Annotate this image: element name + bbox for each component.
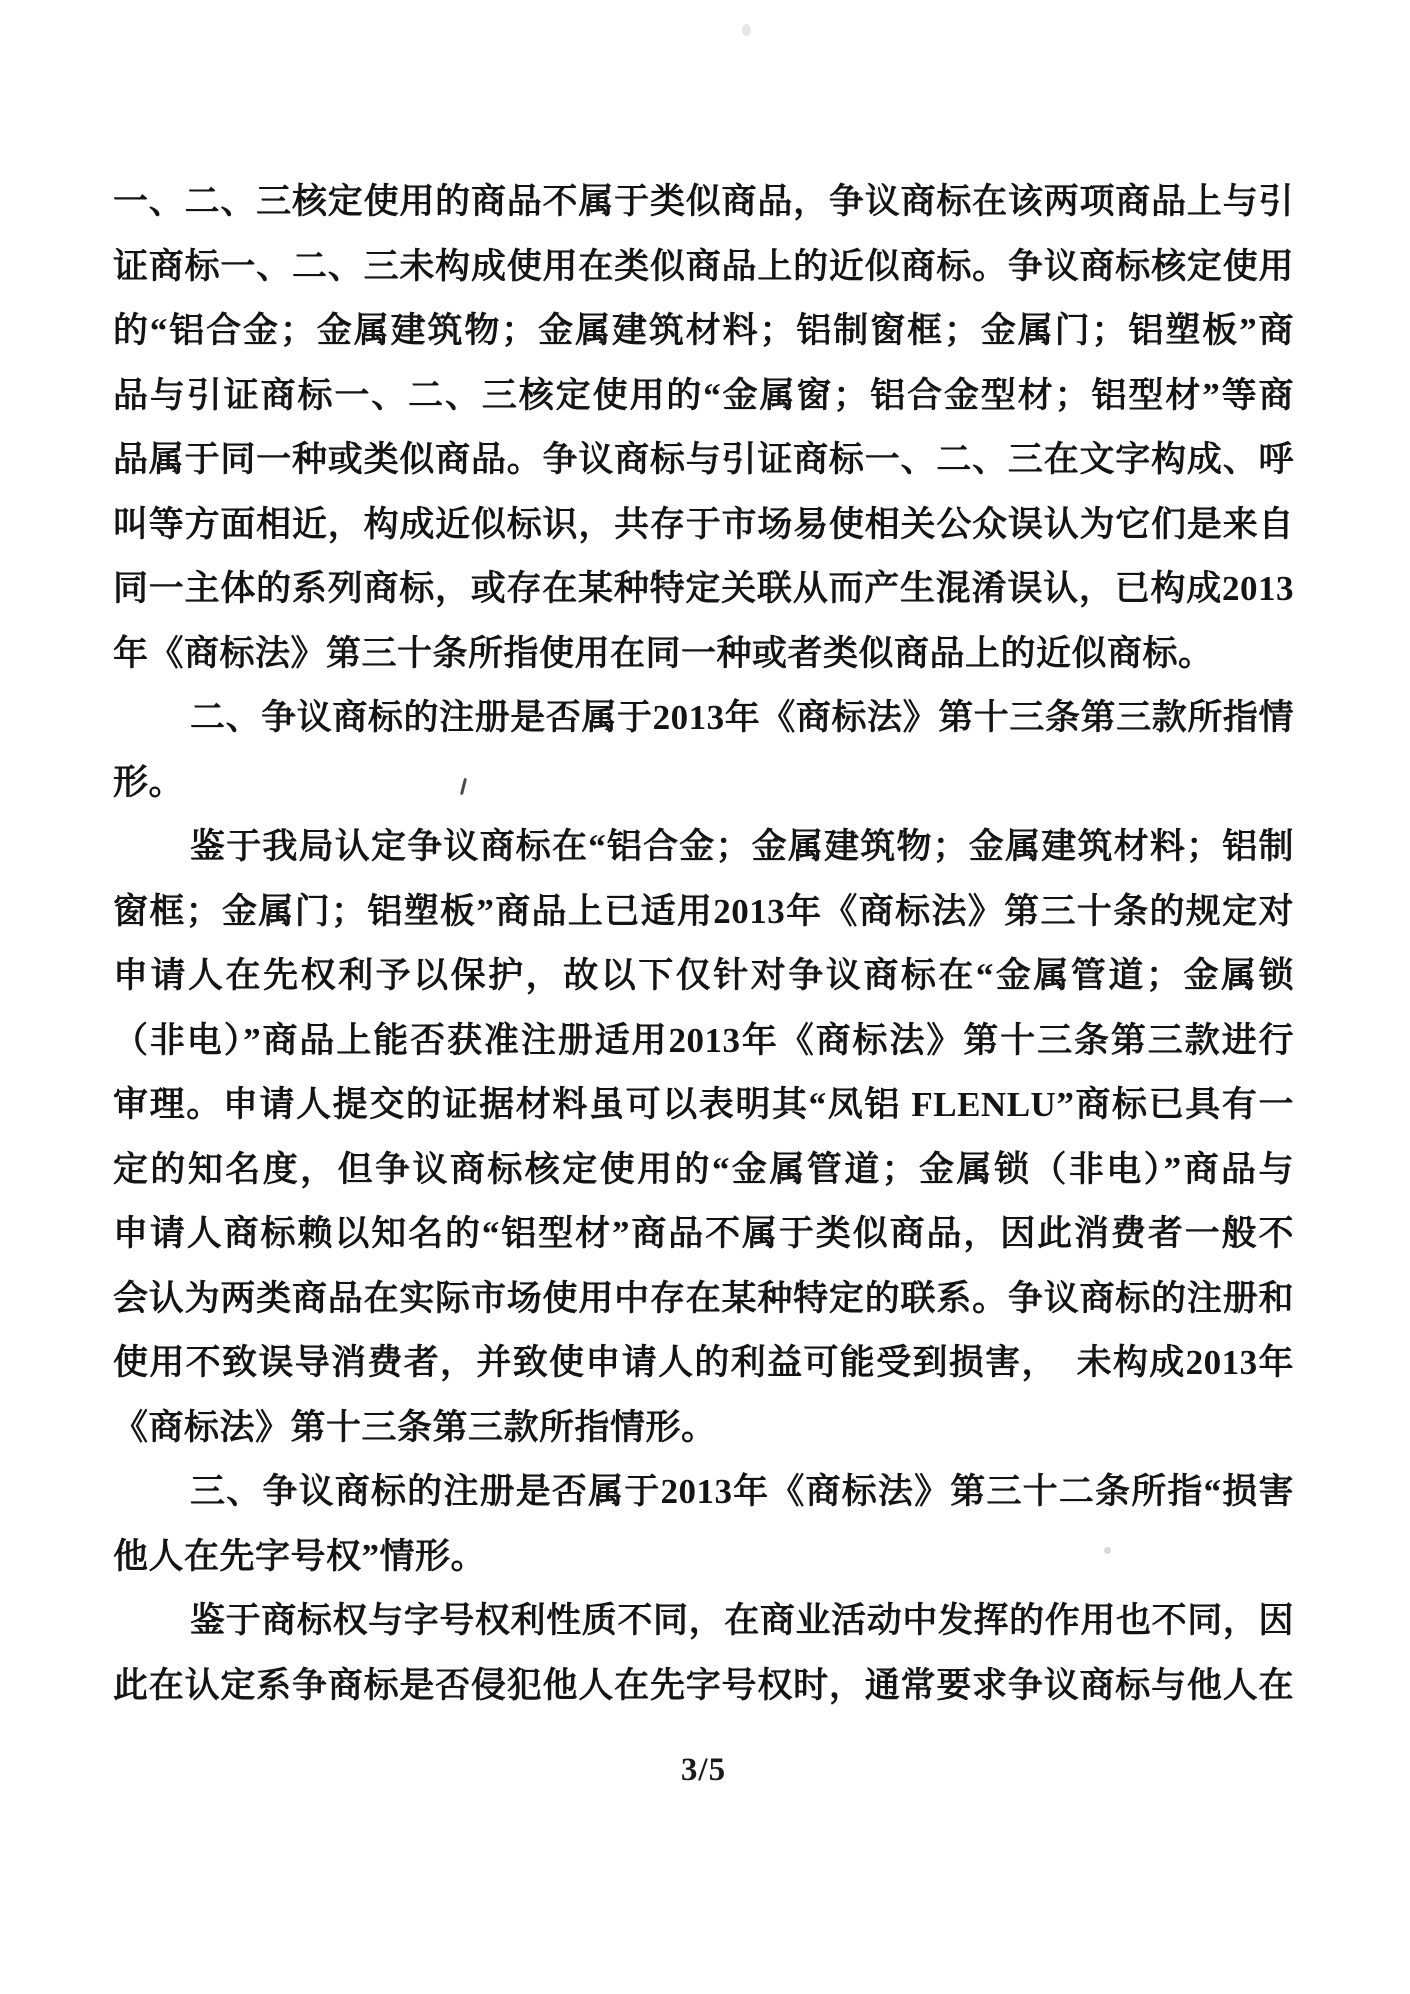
text-line: 三、争议商标的注册是否属于2013年《商标法》第三十二条所指“损害: [190, 1472, 1294, 1511]
document-body: [113, 170, 1294, 1718]
text-line: 《商标法》第十三条第三款所指情形。: [113, 1407, 717, 1447]
text-line: （非电）”商品上能否获准注册适用2013年《商标法》第十三条第三款进行: [113, 1020, 1294, 1060]
text-line: 他人在先字号权”情形。: [113, 1536, 487, 1576]
text-line: 定的知名度，但争议商标核定使用的“金属管道；金属锁（非电）”商品与: [113, 1149, 1294, 1189]
text-line: 会认为两类商品在实际市场使用中存在某种特定的联系。争议商标的注册和: [113, 1278, 1294, 1318]
text-line: 品与引证商标一、二、三核定使用的“金属窗；铝合金型材；铝型材”等商: [113, 375, 1294, 415]
text-line: 鉴于我局认定争议商标在“铝合金；金属建筑物；金属建筑材料；铝制: [190, 827, 1294, 866]
text-line: 年《商标法》第三十条所指使用在同一种或者类似商品上的近似商标。: [113, 633, 1214, 673]
text-line: 叫等方面相近，构成近似标识，共存于市场易使相关公众误认为它们是来自: [113, 504, 1294, 544]
page-number: 3/5: [680, 1752, 727, 1788]
scan-smudge-artifact: [742, 24, 751, 36]
text-line: 申请人在先权利予以保护，故以下仅针对争议商标在“金属管道；金属锁: [113, 956, 1294, 995]
text-line: 窗框；金属门；铝塑板”商品上已适用2013年《商标法》第三十条的规定对: [113, 891, 1294, 931]
text-line: 审理。申请人提交的证据材料虽可以表明其“凤铝 FLENLU”商标已具有一: [113, 1085, 1294, 1124]
text-line: 申请人商标赖以知名的“铝型材”商品不属于类似商品，因此消费者一般不: [113, 1214, 1294, 1253]
text-line: 鉴于商标权与字号权利性质不同，在商业活动中发挥的作用也不同，因: [190, 1601, 1294, 1640]
text-line: 形。: [113, 762, 185, 802]
scan-dot-artifact: [1104, 1547, 1111, 1554]
text-line: 证商标一、二、三未构成使用在类似商品上的近似商标。争议商标核定使用: [113, 246, 1294, 286]
text-line: 使用不致误导消费者，并致使申请人的利益可能受到损害， 未构成2013年: [113, 1343, 1294, 1382]
text-line: 的“铝合金；金属建筑物；金属建筑材料；铝制窗框；金属门；铝塑板”商: [113, 311, 1294, 350]
text-line: 同一主体的系列商标，或存在某种特定关联从而产生混淆误认，已构成2013: [113, 569, 1294, 608]
page-footer: [113, 1752, 1294, 1789]
text-line: 一、二、三核定使用的商品不属于类似商品，争议商标在该两项商品上与引: [113, 182, 1294, 221]
text-line: 此在认定系争商标是否侵犯他人在先字号权时，通常要求争议商标与他人在: [113, 1665, 1294, 1705]
text-line: 品属于同一种或类似商品。争议商标与引证商标一、二、三在文字构成、呼: [113, 440, 1294, 479]
text-line: 二、争议商标的注册是否属于2013年《商标法》第十三条第三款所指情: [190, 698, 1294, 737]
